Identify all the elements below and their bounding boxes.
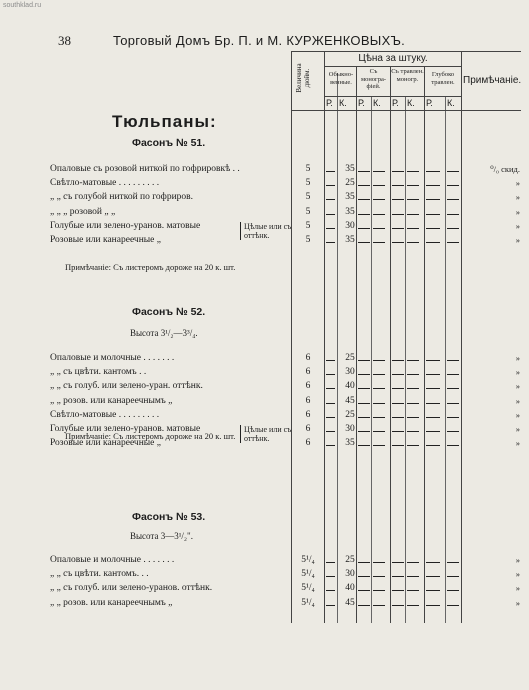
item-price: 40 — [345, 583, 355, 594]
dash — [407, 374, 419, 375]
dash — [326, 590, 335, 591]
dash — [392, 171, 404, 172]
dash — [326, 214, 335, 215]
dash — [407, 242, 419, 243]
dash — [392, 605, 404, 606]
dash — [373, 403, 385, 404]
dash — [392, 360, 404, 361]
item-size: 5 — [305, 164, 311, 174]
item-remark: » — [515, 424, 520, 434]
dash — [426, 360, 440, 361]
dash — [447, 417, 459, 418]
page-number: 38 — [58, 33, 71, 48]
item-remark: » — [515, 409, 520, 420]
item-name: Свѣтло-матовые . . . . . . . . . — [50, 178, 160, 189]
height-spec: Высота 3—3¹/₂". — [130, 531, 193, 541]
item-name: Опаловые и молочные . . . . . . . — [50, 555, 175, 565]
dash — [358, 445, 370, 446]
dash — [447, 445, 459, 446]
col-deep-header: Глубоко травлен. — [431, 71, 455, 86]
item-remark: » — [515, 220, 520, 231]
dash — [392, 214, 404, 215]
dash — [358, 171, 370, 172]
dash — [326, 605, 335, 606]
item-size: 5 — [305, 220, 311, 231]
item-name: Голубые или зелено-уранов. матовые — [50, 424, 201, 434]
item-remark: » — [515, 353, 520, 363]
dash — [407, 171, 419, 172]
dash — [407, 576, 419, 577]
item-price: 45 — [345, 395, 355, 406]
dash — [326, 242, 335, 243]
item-remark: » — [515, 381, 520, 392]
dash — [426, 388, 440, 389]
item-size: 5 — [305, 178, 311, 189]
fason-title: Фасонъ № 52. — [132, 306, 206, 318]
dash — [407, 360, 419, 361]
dash — [326, 562, 335, 563]
dash — [358, 360, 370, 361]
dash — [392, 590, 404, 591]
dash — [407, 417, 419, 418]
group-note: Примѣчаніе: Съ листеромъ дороже на 20 к. шт. — [65, 262, 236, 272]
dash — [426, 431, 440, 432]
item-name: „ „ розов. или канареечнымъ „ — [50, 395, 173, 406]
item-name: „ „ съ цвѣти. кантомъ . . — [50, 367, 147, 378]
dash — [447, 590, 459, 591]
dash — [358, 242, 370, 243]
dash — [407, 185, 419, 186]
table-row — [0, 569, 529, 583]
brace-note: Цѣлые или съ оттѣнк. — [240, 222, 296, 240]
dash — [392, 199, 404, 200]
item-size: 5 — [305, 206, 311, 217]
dash — [326, 445, 335, 446]
dash — [447, 576, 459, 577]
dash — [358, 388, 370, 389]
item-name: „ „ съ голубой ниткой по гофриров. — [50, 192, 194, 203]
table-row — [0, 178, 529, 192]
item-remark: » — [515, 178, 520, 189]
dash — [326, 185, 335, 186]
dash — [326, 228, 335, 229]
dash — [426, 214, 440, 215]
item-remark: » — [515, 569, 520, 580]
dash — [392, 185, 404, 186]
dash — [426, 228, 440, 229]
dash — [447, 374, 459, 375]
item-price: 35 — [345, 235, 355, 245]
table-row — [0, 583, 529, 597]
item-size: 6 — [305, 381, 311, 392]
fason-title: Фасонъ № 51. — [132, 137, 206, 149]
item-size: 5¹/₄ — [301, 555, 315, 565]
currency-subheader: Р. — [392, 98, 399, 108]
dash — [326, 199, 335, 200]
item-price: 25 — [345, 178, 355, 189]
item-name: Розовые или канареечные „ — [50, 438, 161, 449]
item-size: 5¹/₄ — [301, 569, 315, 580]
dash — [326, 374, 335, 375]
table-row — [0, 164, 529, 178]
dash — [447, 605, 459, 606]
item-price: 35 — [345, 164, 355, 174]
item-name: „ „ съ голуб. или зелено-уран. оттѣнк. — [50, 381, 203, 392]
item-size: 6 — [305, 353, 311, 363]
dash — [407, 562, 419, 563]
table-row — [0, 598, 529, 612]
dash — [407, 199, 419, 200]
dash — [358, 374, 370, 375]
col-size-header: Величина дюйм. — [295, 63, 311, 93]
item-price: 30 — [345, 569, 355, 580]
item-size: 6 — [305, 395, 311, 406]
currency-subheader: К. — [407, 98, 415, 108]
dash — [447, 562, 459, 563]
group-note: Примѣчаніе: Съ листеромъ дороже на 20 к. шт. — [65, 431, 236, 441]
dash — [326, 171, 335, 172]
item-remark: » — [515, 597, 520, 608]
dash — [373, 360, 385, 361]
section-title: Тюльпаны: — [112, 112, 217, 131]
dash — [326, 431, 335, 432]
item-size: 6 — [305, 409, 311, 420]
item-price: 35 — [345, 192, 355, 203]
dash — [373, 562, 385, 563]
dash — [426, 576, 440, 577]
brace-note: Цѣлые или съ оттѣнк. — [240, 425, 296, 443]
item-name: „ „ „ розовой „ „ — [50, 206, 116, 217]
dash — [373, 374, 385, 375]
item-name: „ „ съ цвѣти. кантомъ. . . — [50, 569, 149, 580]
dash — [358, 431, 370, 432]
dash — [407, 431, 419, 432]
dash — [392, 403, 404, 404]
dash — [426, 199, 440, 200]
table-row — [0, 353, 529, 367]
item-price: 40 — [345, 381, 355, 392]
item-name: „ „ розов. или канареечнымъ „ — [50, 597, 173, 608]
dash — [358, 562, 370, 563]
currency-subheader: Р. — [326, 98, 333, 108]
item-remark: ⁰/₀ скид. — [490, 164, 520, 174]
dash — [447, 403, 459, 404]
dash — [426, 590, 440, 591]
dash — [426, 242, 440, 243]
item-name: Опаловые и молочные . . . . . . . — [50, 353, 175, 363]
dash — [447, 214, 459, 215]
dash — [447, 171, 459, 172]
dash — [407, 403, 419, 404]
dash — [392, 228, 404, 229]
col-mono-header: Съ моногра- фіей. — [360, 68, 387, 90]
item-size: 5 — [305, 192, 311, 203]
item-remark: » — [515, 438, 520, 449]
dash — [358, 605, 370, 606]
dash — [373, 171, 385, 172]
item-size: 6 — [305, 424, 311, 434]
dash — [358, 403, 370, 404]
item-remark: » — [515, 395, 520, 406]
item-remark: » — [515, 192, 520, 203]
dash — [373, 214, 385, 215]
dash — [392, 562, 404, 563]
dash — [392, 388, 404, 389]
dash — [447, 388, 459, 389]
dash — [426, 403, 440, 404]
dash — [392, 242, 404, 243]
dash — [373, 431, 385, 432]
dash — [392, 374, 404, 375]
dash — [392, 431, 404, 432]
item-remark: » — [515, 555, 520, 565]
table-row — [0, 396, 529, 410]
item-remark: » — [515, 235, 520, 245]
dash — [407, 228, 419, 229]
dash — [426, 445, 440, 446]
item-price: 25 — [345, 555, 355, 565]
currency-subheader: К. — [447, 98, 455, 108]
table-row — [0, 381, 529, 395]
dash — [373, 590, 385, 591]
item-remark: » — [515, 206, 520, 217]
item-name: „ „ съ голуб. или зелено-уранов. оттѣнк. — [50, 583, 213, 594]
dash — [392, 417, 404, 418]
dash — [447, 431, 459, 432]
dash — [407, 445, 419, 446]
table-row — [0, 555, 529, 569]
dash — [447, 228, 459, 229]
dash — [358, 417, 370, 418]
dash — [373, 445, 385, 446]
dash — [392, 576, 404, 577]
fason-title: Фасонъ № 53. — [132, 511, 206, 523]
dash — [358, 185, 370, 186]
item-price: 30 — [345, 220, 355, 231]
dash — [373, 242, 385, 243]
price-header: Цѣна за штуку. — [358, 53, 428, 64]
dash — [358, 576, 370, 577]
col-remark-header: Примѣчаніе. — [463, 75, 522, 86]
dash — [426, 562, 440, 563]
item-size: 5¹/₄ — [301, 583, 315, 594]
height-spec: Высота 3¹/₂—3³/₄. — [130, 328, 198, 338]
item-price: 30 — [345, 424, 355, 434]
dash — [373, 605, 385, 606]
dash — [407, 214, 419, 215]
table-row — [0, 207, 529, 221]
item-price: 45 — [345, 597, 355, 608]
dash — [373, 185, 385, 186]
dash — [373, 576, 385, 577]
dash — [358, 228, 370, 229]
dash — [407, 590, 419, 591]
dash — [392, 445, 404, 446]
dash — [407, 388, 419, 389]
dash — [426, 374, 440, 375]
item-remark: » — [515, 367, 520, 378]
currency-subheader: Р. — [358, 98, 365, 108]
dash — [326, 388, 335, 389]
item-price: 25 — [345, 353, 355, 363]
col-etched-header: Съ травлен. моногр. — [391, 68, 424, 83]
dash — [447, 185, 459, 186]
item-name: Опаловые съ розовой ниткой по гофрировкѣ . . — [50, 164, 240, 174]
dash — [326, 403, 335, 404]
item-price: 35 — [345, 206, 355, 217]
col-plain-header: Обыкно- венные. — [328, 71, 354, 86]
dash — [358, 199, 370, 200]
item-size: 6 — [305, 438, 311, 449]
dash — [447, 242, 459, 243]
page-header: Торговый Домъ Бр. П. и М. КУРЖЕНКОВЫХЪ. — [113, 33, 406, 48]
dash — [326, 417, 335, 418]
item-price: 25 — [345, 409, 355, 420]
dash — [373, 228, 385, 229]
item-name: Голубые или зелено-уранов. матовые — [50, 220, 201, 231]
dash — [373, 417, 385, 418]
dash — [326, 360, 335, 361]
item-price: 30 — [345, 367, 355, 378]
table-row — [0, 410, 529, 424]
dash — [447, 360, 459, 361]
dash — [447, 199, 459, 200]
item-name: Розовые или канареечные „ — [50, 235, 161, 245]
currency-subheader: К. — [373, 98, 381, 108]
dash — [326, 576, 335, 577]
dash — [407, 605, 419, 606]
dash — [373, 388, 385, 389]
item-remark: » — [515, 583, 520, 594]
dash — [426, 417, 440, 418]
dash — [358, 590, 370, 591]
item-size: 6 — [305, 367, 311, 378]
table-row — [0, 192, 529, 206]
table-row — [0, 367, 529, 381]
dash — [426, 185, 440, 186]
dash — [358, 214, 370, 215]
dash — [373, 199, 385, 200]
currency-subheader: Р. — [426, 98, 433, 108]
item-price: 35 — [345, 438, 355, 449]
item-size: 5 — [305, 235, 311, 245]
dash — [426, 171, 440, 172]
dash — [426, 605, 440, 606]
watermark: southklad.ru — [3, 2, 42, 9]
item-name: Свѣтло-матовые . . . . . . . . . — [50, 409, 160, 420]
item-size: 5¹/₄ — [301, 597, 315, 608]
currency-subheader: К. — [339, 98, 347, 108]
